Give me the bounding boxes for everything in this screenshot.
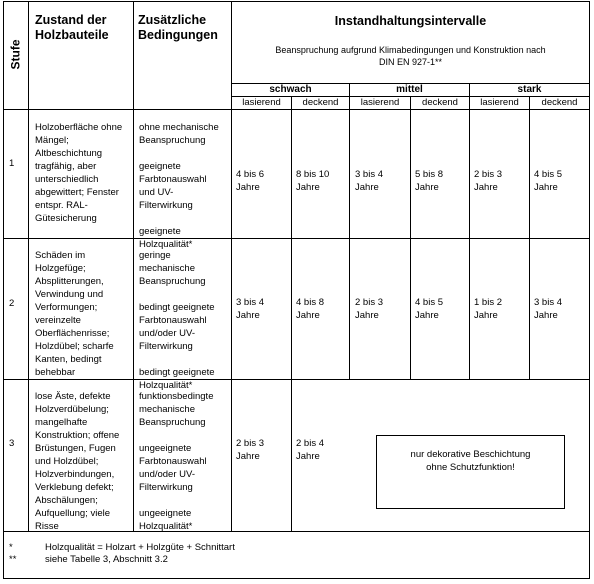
row-2-stufe: 2	[9, 298, 15, 309]
row-2-zustand: Schäden im Holzgefüge; Absplitterungen, Verwindung und Verformungen; vereinzelte Oberflächenrisse; Holzdübel; scharfe Kanten, bedingt behebbar	[35, 250, 114, 378]
border-top	[3, 1, 590, 2]
border-right	[589, 1, 590, 579]
footnote-1-mark: *	[9, 542, 13, 553]
row-1-zustand: Holzoberfläche ohne Mängel; Altbeschichtung tragfähig, aber unterschiedlich abgewittert; Fenster entspr. RAL- Gütesicherung	[35, 122, 123, 224]
header-bedingungen: Zusätzliche Bedingungen	[138, 13, 218, 42]
row-1-stark-lasierend: 2 bis 3 Jahre	[474, 169, 502, 193]
col-sep-2	[133, 1, 134, 531]
footnote-2-text: siehe Tabelle 3, Abschnitt 3.2	[45, 554, 168, 565]
row-3-bedingungen: funktionsbedingte mechanische Beanspruchung ungeeignete Farbtonauswahl und/oder UV- Filterwirkung ungeeignete Holzqualität*	[139, 391, 214, 532]
col-sep-7	[469, 83, 470, 379]
row-3-stufe: 3	[9, 438, 15, 449]
row-sep-header	[3, 109, 590, 110]
note-text: nur dekorative Beschichtung ohne Schutzfunktion!	[410, 449, 531, 473]
row-3-schwach-deckend: 2 bis 4 Jahre	[296, 438, 324, 462]
row-sep-1	[3, 238, 590, 239]
row-3-schwach-lasierend: 2 bis 3 Jahre	[236, 438, 264, 462]
row-1-schwach-deckend: 8 bis 10 Jahre	[296, 169, 330, 193]
footnote-2-mark: **	[9, 554, 17, 565]
header-stufe: Stufe	[8, 39, 23, 70]
footnote-1-text: Holzqualität = Holzart + Holzgüte + Schnittart	[45, 542, 235, 553]
col-sep-3	[231, 1, 232, 531]
group-mittel: mittel	[396, 84, 423, 95]
row-3-zustand: lose Äste, defekte Holzverdübelung; mangelhafte Konstruktion; offene Brüstungen, Fugen und Holzdübel; Holzverbindungen, Verklebung defekt; Abschälungen; Aufquellung; viele Risse	[35, 391, 120, 532]
subcol-stark-lasierend: lasierend	[480, 97, 519, 108]
row-2-stark-lasierend: 1 bis 2 Jahre	[474, 297, 502, 321]
row-1-stark-deckend: 4 bis 5 Jahre	[534, 169, 562, 193]
subcol-mittel-deckend: deckend	[422, 97, 458, 108]
row-2-mittel-deckend: 4 bis 5 Jahre	[415, 297, 443, 321]
col-sep-4b	[291, 379, 292, 531]
subcol-schwach-deckend: deckend	[302, 97, 339, 108]
note-box	[376, 435, 565, 509]
subcol-mittel-lasierend: lasierend	[360, 97, 400, 108]
header-zustand: Zustand der Holzbauteile	[35, 13, 109, 42]
border-bottom	[3, 578, 590, 579]
row-1-schwach-lasierend: 4 bis 6 Jahre	[236, 169, 264, 193]
header-intervalle-sub: Beanspruchung aufgrund Klimabedingungen und Konstruktion nach DIN EN 927-1**	[275, 45, 546, 67]
row-2-stark-deckend: 3 bis 4 Jahre	[534, 297, 562, 321]
group-schwach: schwach	[269, 84, 312, 95]
row-sep-2	[3, 379, 590, 380]
col-sep-5	[349, 83, 350, 379]
row-1-stufe: 1	[9, 158, 15, 169]
group-stark: stark	[517, 84, 542, 95]
row-1-bedingungen: ohne mechanische Beanspruchung geeignete Farbtonauswahl und UV- Filterwirkung geeignete Holzqualität*	[139, 122, 219, 250]
col-sep-1	[28, 1, 29, 531]
row-2-bedingungen: geringe mechanische Beanspruchung bedingt geeignete Farbtonauswahl und/oder UV- Filterwirkung bedingt geeignete Holzqualität*	[139, 250, 215, 391]
header-intervalle-title: Instandhaltungsintervalle	[334, 14, 487, 28]
subcol-schwach-lasierend: lasierend	[242, 97, 281, 108]
row-2-schwach-deckend: 4 bis 8 Jahre	[296, 297, 324, 321]
row-1-mittel-deckend: 5 bis 8 Jahre	[415, 169, 443, 193]
row-2-schwach-lasierend: 3 bis 4 Jahre	[236, 297, 264, 321]
border-left	[3, 1, 4, 579]
row-2-mittel-lasierend: 2 bis 3 Jahre	[355, 297, 383, 321]
row-1-mittel-lasierend: 3 bis 4 Jahre	[355, 169, 383, 193]
subcol-stark-deckend: deckend	[541, 97, 578, 108]
